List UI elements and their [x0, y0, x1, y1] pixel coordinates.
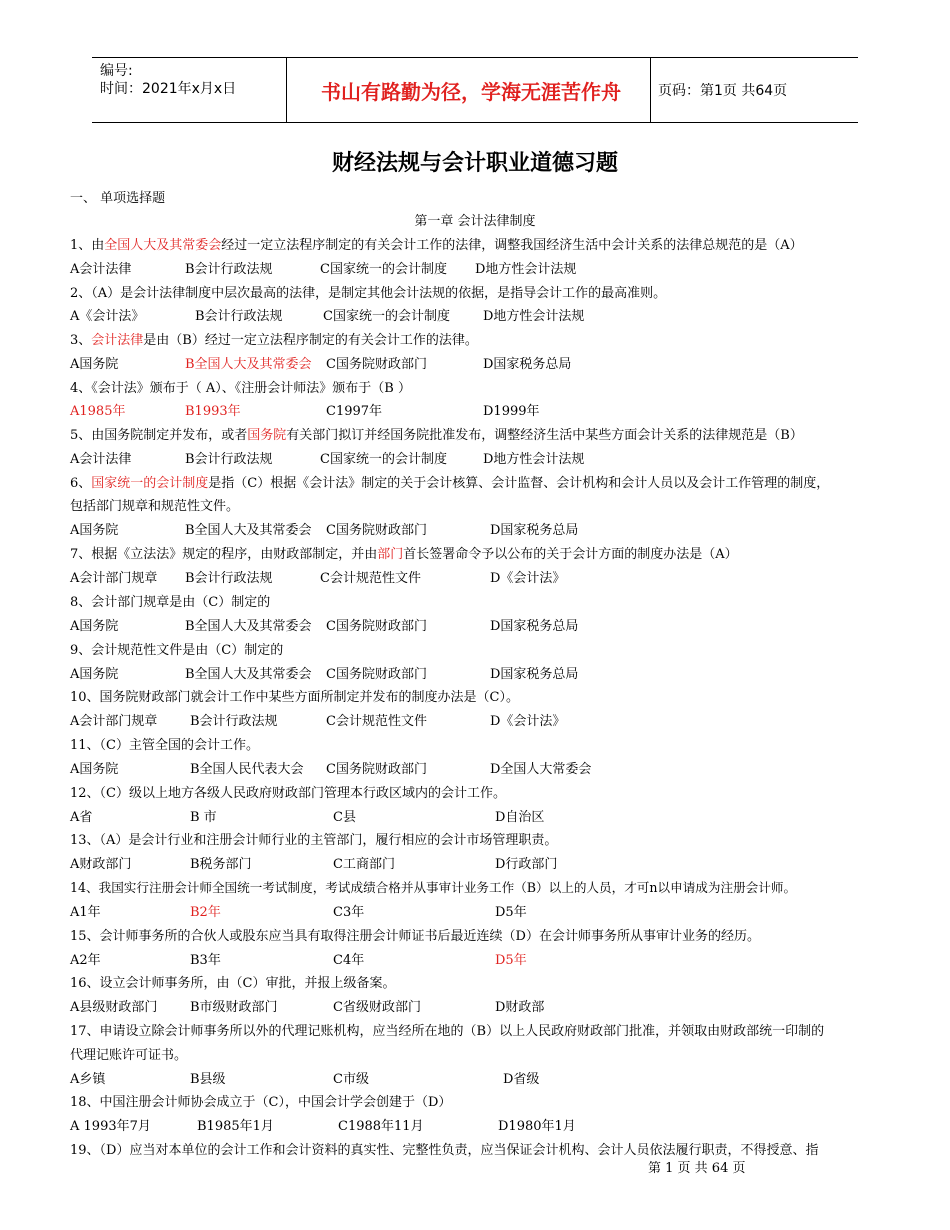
option-d: D1980年1月 — [498, 1119, 576, 1134]
page-footer: 第 1 页 共 64 页 — [648, 1161, 746, 1176]
option-d: D国家税务总局 — [490, 619, 579, 634]
option-d: D《会计法》 — [490, 571, 566, 586]
option-a: A国务院 — [70, 762, 119, 777]
option-c: C市级 — [333, 1072, 369, 1087]
question-7 — [70, 543, 738, 562]
option-a: A国务院 — [70, 523, 119, 538]
option-a: A县级财政部门 — [70, 1000, 158, 1015]
option-b: B会计行政法规 — [185, 571, 273, 586]
option-a: A1985年 — [70, 404, 126, 419]
question-text: 首长签署命令予以公布的关于会计方面的制度办法是（A） — [403, 547, 738, 562]
option-d: D国家税务总局 — [490, 523, 579, 538]
option-d: D财政部 — [495, 1000, 545, 1015]
option-c: C4年 — [333, 953, 365, 968]
option-d: D地方性会计法规 — [483, 309, 585, 324]
question-text: 3、 — [70, 333, 92, 348]
option-c: C国家统一的会计制度 — [320, 262, 447, 277]
option-c: C3年 — [333, 905, 365, 920]
header-bottom-rule — [92, 122, 858, 123]
option-a: A财政部门 — [70, 857, 132, 872]
option-a: A《会计法》 — [70, 309, 145, 324]
option-b: B全国人大及其常委会 — [185, 357, 312, 372]
question-12: 12、（C）级以上地方各级人民政府财政部门管理本行政区域内的会计工作。 — [70, 786, 506, 801]
option-c: C国务院财政部门 — [326, 762, 427, 777]
option-c: C国家统一的会计制度 — [323, 309, 450, 324]
doc-time-label: 时间：2021年x月x日 — [100, 81, 237, 97]
question-1 — [70, 234, 803, 253]
question-13: 13、（A）是会计行业和注册会计师行业的主管部门，履行相应的会计市场管理职责。 — [70, 833, 558, 848]
option-c: C省级财政部门 — [333, 1000, 421, 1015]
option-a: A国务院 — [70, 619, 119, 634]
option-a: A国务院 — [70, 357, 119, 372]
option-a: A乡镇 — [70, 1072, 106, 1087]
option-a: A会计部门规章 — [70, 714, 158, 729]
highlight-text: 全国人大及其常委会 — [104, 238, 222, 253]
option-a: A 1993年7月 — [70, 1119, 151, 1134]
option-b: B2年 — [190, 905, 221, 920]
question-text: 有关部门拟订并经国务院批准发布，调整经济生活中某些方面会计关系的法律规范是（B） — [286, 428, 803, 443]
document-title: 财经法规与会计职业道德习题 — [331, 151, 618, 176]
option-b: B3年 — [190, 953, 221, 968]
option-b: B全国人大及其常委会 — [185, 619, 312, 634]
question-17-continued: 代理记账许可证书。 — [70, 1048, 188, 1063]
section-heading: 一、 单项选择题 — [70, 191, 166, 206]
question-17: 17、申请设立除会计师事务所以外的代理记账机构，应当经所在地的（B）以上人民政府财政部门批准，并领取由财政部统一印制的 — [70, 1024, 825, 1039]
option-b: B会计行政法规 — [185, 262, 273, 277]
option-c: C1997年 — [326, 404, 383, 419]
doc-number-label: 编号: — [100, 63, 133, 79]
option-a: A会计部门规章 — [70, 571, 158, 586]
option-a: A省 — [70, 810, 93, 825]
question-19: 19、（D）应当对本单位的会计工作和会计资料的真实性、完整性负责，应当保证会计机构、会计人员依法履行职责，不得授意、指 — [70, 1143, 819, 1158]
option-c: C工商部门 — [333, 857, 395, 872]
chapter-heading: 第一章 会计法律制度 — [414, 214, 536, 229]
option-d: D1999年 — [483, 404, 540, 419]
question-9: 9、会计规范性文件是由（C）制定的 — [70, 643, 284, 658]
question-text: 经过一定立法程序制定的有关会计工作的法律，调整我国经济生活中会计关系的法律总规范的是（A） — [221, 238, 803, 253]
option-b: B全国人民代表大会 — [190, 762, 304, 777]
question-text: 是指（C）根据《会计法》制定的关于会计核算、会计监督、会计机构和会计人员以及会计工作管理的制度， — [208, 476, 830, 491]
question-text: 是由（B）经过一定立法程序制定的有关会计工作的法律。 — [143, 333, 478, 348]
option-b: B县级 — [190, 1072, 226, 1087]
option-b: B会计行政法规 — [195, 309, 283, 324]
option-c: C1988年11月 — [338, 1119, 424, 1134]
option-a: A国务院 — [70, 667, 119, 682]
option-b: B市级财政部门 — [190, 1000, 278, 1015]
header-top-rule — [92, 57, 858, 58]
option-d: D自治区 — [495, 810, 545, 825]
option-b: B会计行政法规 — [190, 714, 278, 729]
option-c: C会计规范性文件 — [326, 714, 427, 729]
option-d: D省级 — [503, 1072, 540, 1087]
page-info: 页码：第1页 共64页 — [658, 83, 788, 99]
question-6 — [70, 472, 829, 491]
option-b: B1985年1月 — [197, 1119, 274, 1134]
option-b: B 市 — [190, 810, 217, 825]
question-14: 14、我国实行注册会计师全国统一考试制度，考试成绩合格并从事审计业务工作（B）以上的人员，才可n以申请成为注册会计师。 — [70, 880, 797, 895]
option-a: A2年 — [70, 953, 101, 968]
highlight-text: 会计法律 — [91, 333, 144, 348]
option-b: B全国人大及其常委会 — [185, 667, 312, 682]
question-4: 4、《会计法》颁布于（ A）、《注册会计师法》颁布于（B ） — [70, 381, 411, 396]
question-text: 7、根据《立法法》规定的程序，由财政部制定，并由 — [70, 547, 378, 562]
option-d: D5年 — [495, 905, 527, 920]
option-b: B会计行政法规 — [185, 452, 273, 467]
question-10: 10、国务院财政部门就会计工作中某些方面所制定并发布的制度办法是（C）。 — [70, 690, 519, 705]
question-18: 18、中国注册会计师协会成立于（C），中国会计学会创建于（D） — [70, 1095, 452, 1110]
header-motto: 书山有路勤为径，学海无涯苦作舟 — [321, 80, 621, 104]
option-c: C国家统一的会计制度 — [320, 452, 447, 467]
option-d: D地方性会计法规 — [475, 262, 577, 277]
option-a: A1年 — [70, 905, 101, 920]
question-11: 11、（C）主管全国的会计工作。 — [70, 738, 259, 753]
question-2: 2、（A）是会计法律制度中层次最高的法律，是制定其他会计法规的依据，是指导会计工作的最高准则。 — [70, 286, 667, 301]
question-15: 15、会计师事务所的合伙人或股东应当具有取得注册会计师证书后最近连续（D）在会计师事务所从事审计业务的经历。 — [70, 929, 760, 944]
question-3 — [70, 329, 478, 348]
option-d: D5年 — [495, 953, 527, 968]
option-c: C县 — [333, 810, 356, 825]
option-d: D国家税务总局 — [490, 667, 579, 682]
header-divider — [286, 57, 287, 122]
option-d: D全国人大常委会 — [490, 762, 592, 777]
option-c: C国务院财政部门 — [326, 667, 427, 682]
highlight-text: 国务院 — [247, 428, 287, 443]
option-d: D行政部门 — [495, 857, 558, 872]
question-text: 6、 — [70, 476, 92, 491]
question-text: 1、由 — [70, 238, 105, 253]
option-c: C国务院财政部门 — [326, 357, 427, 372]
option-c: C会计规范性文件 — [320, 571, 421, 586]
option-d: D地方性会计法规 — [483, 452, 585, 467]
question-text: 5、由国务院制定并发布，或者 — [70, 428, 248, 443]
option-d: D《会计法》 — [490, 714, 566, 729]
option-b: B全国人大及其常委会 — [185, 523, 312, 538]
option-b: B税务部门 — [190, 857, 252, 872]
question-8: 8、会计部门规章是由（C）制定的 — [70, 595, 271, 610]
option-b: B1993年 — [185, 404, 241, 419]
question-6-continued: 包括部门规章和规范性文件。 — [70, 499, 240, 514]
option-c: C国务院财政部门 — [326, 619, 427, 634]
option-c: C国务院财政部门 — [326, 523, 427, 538]
question-5 — [70, 424, 803, 443]
option-d: D国家税务总局 — [483, 357, 572, 372]
option-a: A会计法律 — [70, 452, 132, 467]
highlight-text: 部门 — [377, 547, 404, 562]
highlight-text: 国家统一的会计制度 — [91, 476, 209, 491]
option-a: A会计法律 — [70, 262, 132, 277]
question-16: 16、设立会计师事务所，由（C）审批，并报上级备案。 — [70, 976, 396, 991]
